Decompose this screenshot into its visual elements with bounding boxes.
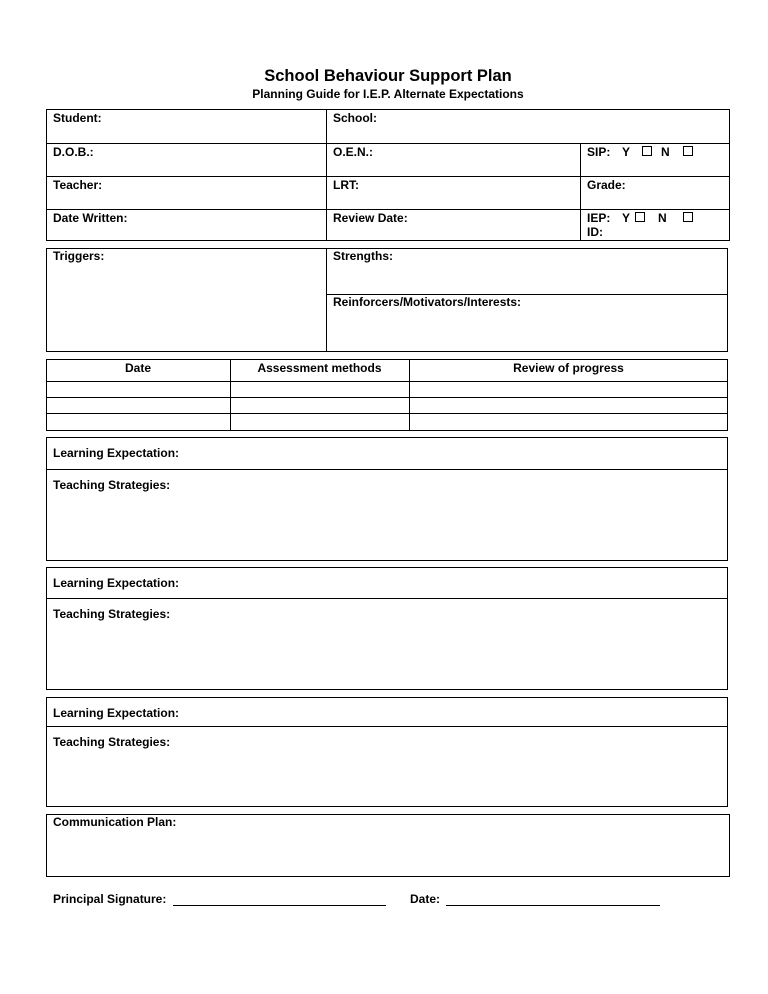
principal-signature-label: Principal Signature:: [53, 892, 167, 906]
page-title: School Behaviour Support Plan: [264, 67, 512, 85]
oen-field[interactable]: O.E.N.:: [333, 145, 374, 159]
review-date-field[interactable]: Review Date:: [333, 211, 408, 225]
date-column-header: Date: [124, 361, 151, 375]
iep-label: IEP:: [587, 211, 611, 225]
page-subtitle: Planning Guide for I.E.P. Alternate Expectations: [252, 87, 524, 101]
teaching-strategies-field[interactable]: Teaching Strategies:: [53, 478, 171, 492]
sip-yes-label: Y: [622, 145, 631, 159]
sip-label: SIP:: [587, 145, 611, 159]
student-field[interactable]: Student:: [53, 111, 102, 125]
grade-field[interactable]: Grade:: [587, 178, 626, 192]
iep-yes-checkbox[interactable]: [635, 212, 645, 222]
id-field[interactable]: ID:: [587, 225, 603, 239]
sip-no-label: N: [661, 145, 670, 159]
iep-yes-label: Y: [622, 211, 631, 225]
table-row[interactable]: [46, 381, 728, 397]
principal-signature-line[interactable]: [173, 893, 386, 906]
signature-date-line[interactable]: [446, 893, 660, 906]
iep-no-checkbox[interactable]: [683, 212, 693, 222]
review-of-progress-column-header: Review of progress: [513, 361, 624, 375]
learning-expectation-field[interactable]: Learning Expectation:: [53, 576, 180, 590]
table-row[interactable]: [46, 397, 728, 413]
learning-expectation-field[interactable]: Learning Expectation:: [53, 446, 180, 460]
signature-date-label: Date:: [410, 892, 441, 906]
sip-yes-checkbox[interactable]: [642, 146, 652, 156]
learning-expectation-field[interactable]: Learning Expectation:: [53, 706, 180, 720]
school-field[interactable]: School:: [333, 111, 377, 125]
lrt-field[interactable]: LRT:: [333, 178, 359, 192]
triggers-field[interactable]: Triggers:: [53, 249, 105, 263]
date-written-field[interactable]: Date Written:: [53, 211, 128, 225]
teaching-strategies-field[interactable]: Teaching Strategies:: [53, 607, 171, 621]
iep-no-label: N: [658, 211, 667, 225]
reinforcers-field[interactable]: Reinforcers/Motivators/Interests:: [333, 295, 522, 309]
teacher-field[interactable]: Teacher:: [53, 178, 103, 192]
teaching-strategies-field[interactable]: Teaching Strategies:: [53, 735, 171, 749]
communication-plan-field[interactable]: Communication Plan:: [53, 815, 177, 829]
dob-field[interactable]: D.O.B.:: [53, 145, 94, 159]
table-row[interactable]: [46, 413, 728, 430]
assessment-methods-column-header: Assessment methods: [257, 361, 382, 375]
strengths-field[interactable]: Strengths:: [333, 249, 393, 263]
sip-no-checkbox[interactable]: [683, 146, 693, 156]
